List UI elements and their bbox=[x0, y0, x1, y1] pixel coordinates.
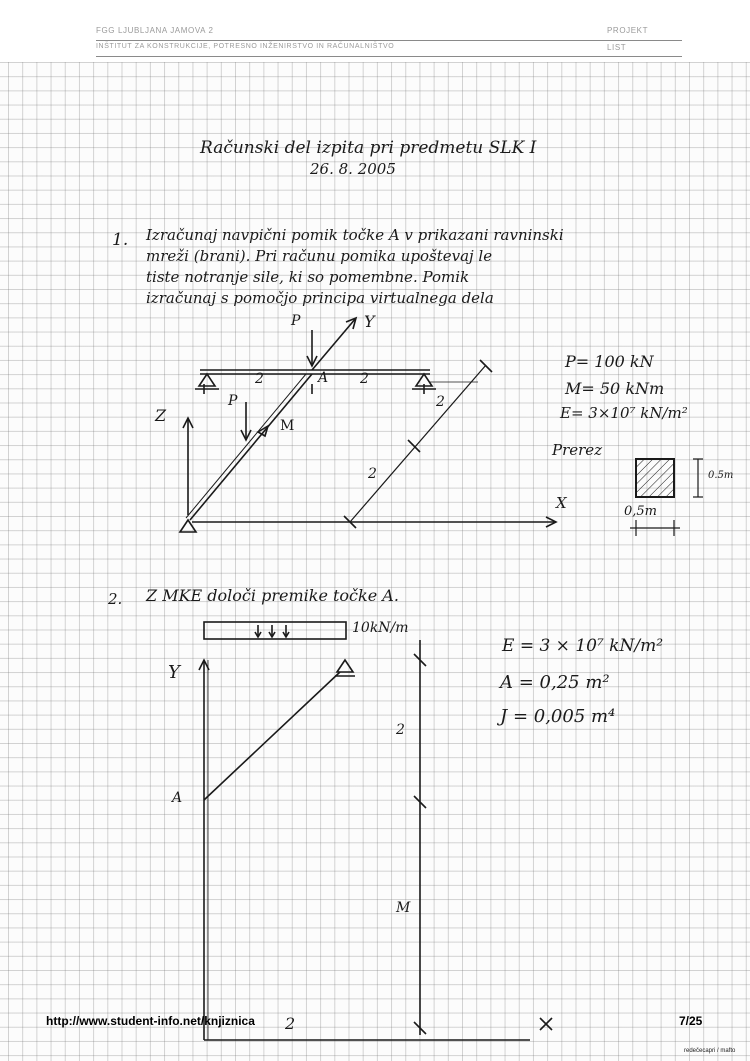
header-institution: FGG LJUBLJANA JAMOVA 2 bbox=[96, 26, 214, 35]
task2-dim-top: 2 bbox=[396, 722, 405, 738]
task1-load-P-mid-label: P bbox=[228, 393, 238, 409]
task1-value-P: P= 100 kN bbox=[565, 352, 654, 371]
task1-moment-M-label: M bbox=[280, 418, 295, 434]
task2-value-J: J = 0,005 m⁴ bbox=[500, 706, 616, 727]
page-number: 7/25 bbox=[679, 1014, 703, 1028]
header-project: PROJEKT bbox=[607, 26, 649, 35]
task1-line3: tiste notranje sile, ki so pomembne. Pomik bbox=[146, 268, 470, 286]
header-department: INŠTITUT ZA KONSTRUKCIJE, POTRESNO INŽENIRSTVO IN RAČUNALNIŠTVO bbox=[96, 43, 395, 50]
task1-dim-diag-top: 2 bbox=[436, 394, 445, 410]
task1-load-P-label: P bbox=[291, 313, 301, 329]
task2-text: Z MKE določi premike točke A. bbox=[146, 586, 399, 605]
task1-line4: izračunaj s pomočjo principa virtualnega dela bbox=[146, 289, 494, 307]
page-title: Računski del izpita pri predmetu SLK I bbox=[200, 138, 537, 158]
task2-number: 2. bbox=[108, 590, 123, 608]
task1-dim-right: 2 bbox=[360, 371, 369, 387]
task1-axis-Y-label: Y bbox=[364, 312, 375, 331]
task1-dim-left: 2 bbox=[255, 371, 264, 387]
task1-dim-diag-bottom: 2 bbox=[368, 466, 377, 482]
task1-value-E: E= 3×10⁷ kN/m² bbox=[560, 404, 688, 422]
task2-diagonal-member bbox=[204, 672, 340, 800]
task2-dim-bottom: 2 bbox=[285, 1014, 296, 1033]
footer-stamp: redečecapri / mafto bbox=[684, 1048, 736, 1054]
task1-axis-Z-label: Z bbox=[155, 406, 167, 425]
task1-point-A-label: A bbox=[318, 370, 329, 386]
task2-axis-Y-label: Y bbox=[168, 662, 180, 683]
task1-value-M: M= 50 kNm bbox=[565, 379, 665, 398]
section-width-label: 0,5m bbox=[624, 504, 658, 519]
task1-line1: Izračunaj navpični pomik točke A v prikazani ravninski bbox=[146, 226, 564, 244]
exam-date: 26. 8. 2005 bbox=[310, 160, 396, 178]
section-title: Prerez bbox=[552, 441, 603, 459]
task2-load-label: 10kN/m bbox=[352, 620, 409, 636]
task2-dim-mid: M bbox=[396, 900, 411, 916]
source-url: http://www.student-info.net/knjiznica bbox=[46, 1014, 255, 1028]
task1-axis-X-label: X bbox=[556, 494, 567, 512]
task2-point-A-label: A bbox=[172, 790, 183, 806]
task2-value-E: E = 3 × 10⁷ kN/m² bbox=[502, 636, 664, 656]
task1-line2: mreži (brani). Pri računu pomika upoštevaj le bbox=[146, 247, 493, 265]
header-sheet: LIST bbox=[607, 43, 627, 52]
distributed-load-box bbox=[204, 622, 346, 639]
task2-pin-support bbox=[337, 660, 353, 672]
section-height-label: 0.5m bbox=[708, 470, 734, 481]
task1-number: 1. bbox=[112, 230, 129, 250]
task2-value-A: A = 0,25 m² bbox=[500, 672, 610, 693]
